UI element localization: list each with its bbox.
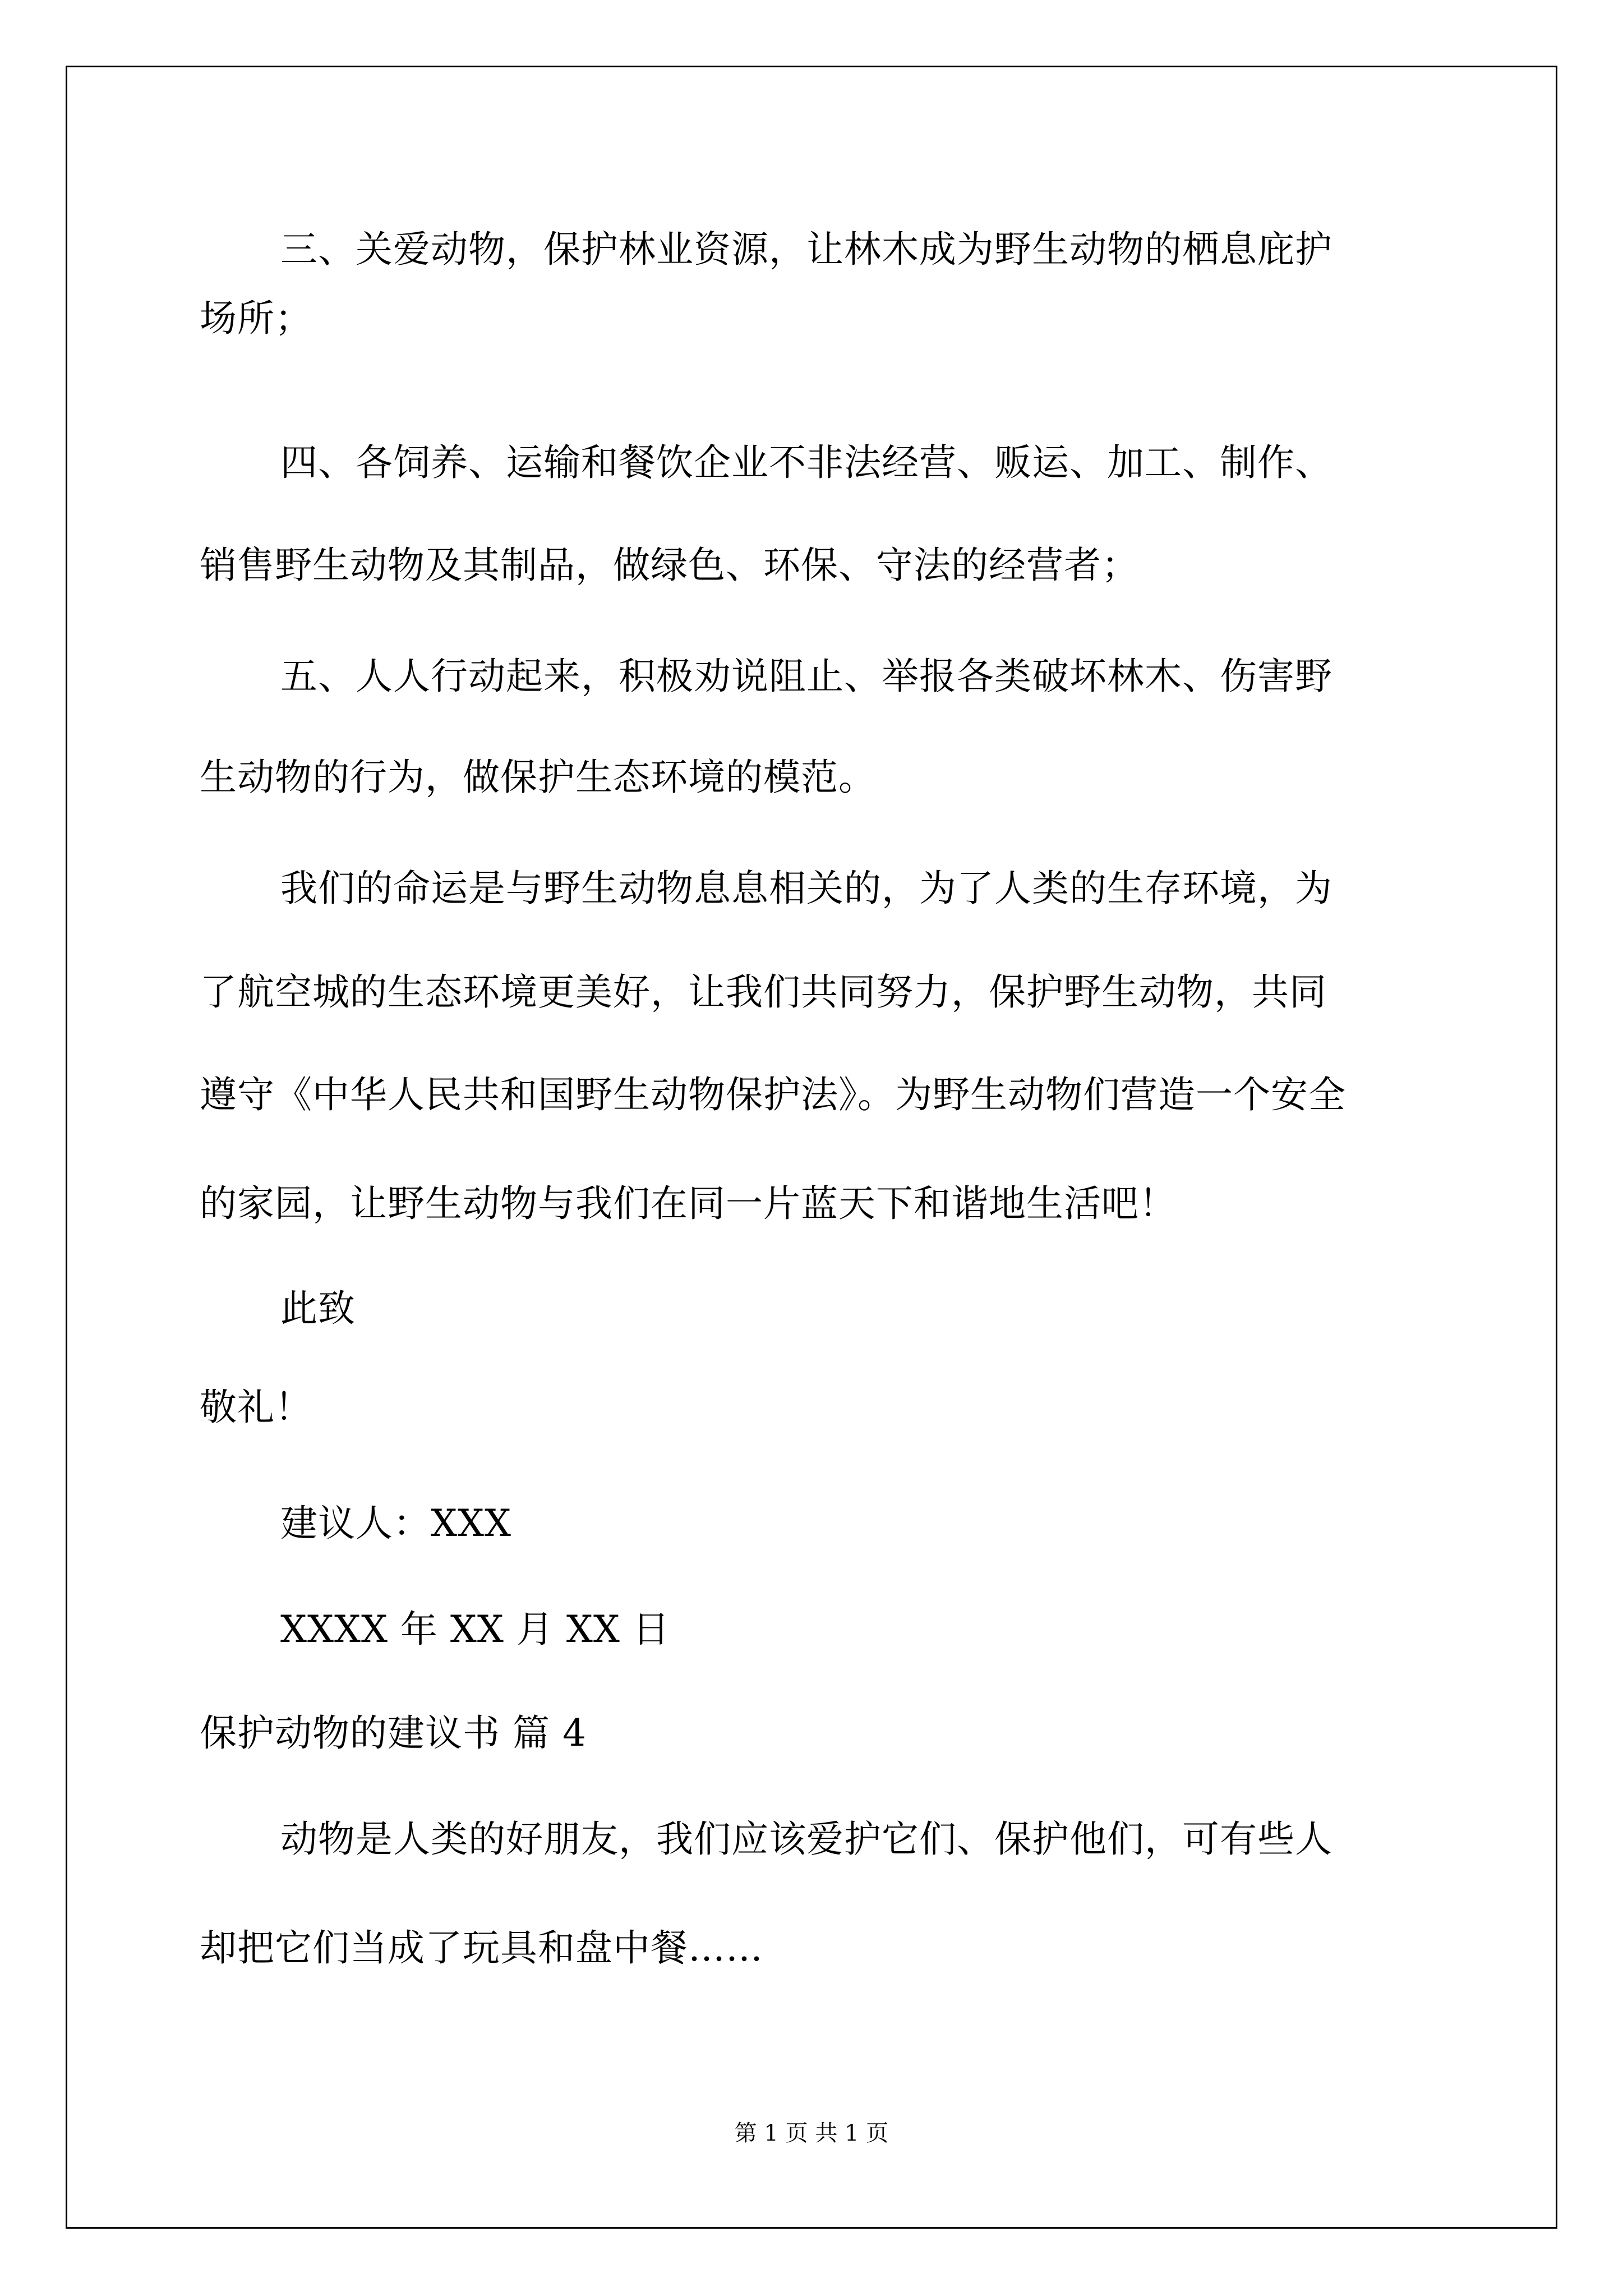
paragraph-line: 我们的命运是与野生动物息息相关的，为了人类的生存环境，为 — [280, 867, 1332, 910]
paragraph-line: 生动物的行为，做保护生态环境的模范。 — [200, 756, 876, 799]
closing-line: 此致 — [280, 1287, 356, 1330]
paragraph-line: 五、人人行动起来，积极劝说阻止、举报各类破坏林木、伤害野 — [280, 655, 1332, 698]
paragraph-line: 了航空城的生态环境更美好，让我们共同努力，保护野生动物，共同 — [200, 970, 1327, 1014]
page-number: 第 1 页 共 1 页 — [734, 2120, 889, 2146]
paragraph-line: 场所； — [200, 297, 312, 340]
section-title: 保护动物的建议书 篇 4 — [200, 1711, 587, 1755]
paragraph-line: 动物是人类的好朋友，我们应该爱护它们、保护他们，可有些人 — [280, 1818, 1332, 1861]
paragraph-line: 四、各饲养、运输和餐饮企业不非法经营、贩运、加工、制作、 — [280, 441, 1332, 484]
salutation-line: 敬礼！ — [200, 1386, 312, 1429]
date-line: XXXX 年 XX 月 XX 日 — [280, 1608, 670, 1651]
paragraph-line: 三、关爱动物，保护林业资源，让林木成为野生动物的栖息庇护 — [280, 228, 1332, 271]
paragraph-line: 的家园，让野生动物与我们在同一片蓝天下和谐地生活吧！ — [200, 1182, 1177, 1225]
paragraph-line: 遵守《中华人民共和国野生动物保护法》。为野生动物们营造一个安全 — [200, 1073, 1346, 1116]
signature-line: 建议人：XXX — [280, 1502, 511, 1545]
paragraph-line: 销售野生动物及其制品，做绿色、环保、守法的经营者； — [200, 544, 1139, 587]
paragraph-line: 却把它们当成了玩具和盘中餐…… — [200, 1926, 763, 1970]
page-border — [66, 66, 1557, 2229]
